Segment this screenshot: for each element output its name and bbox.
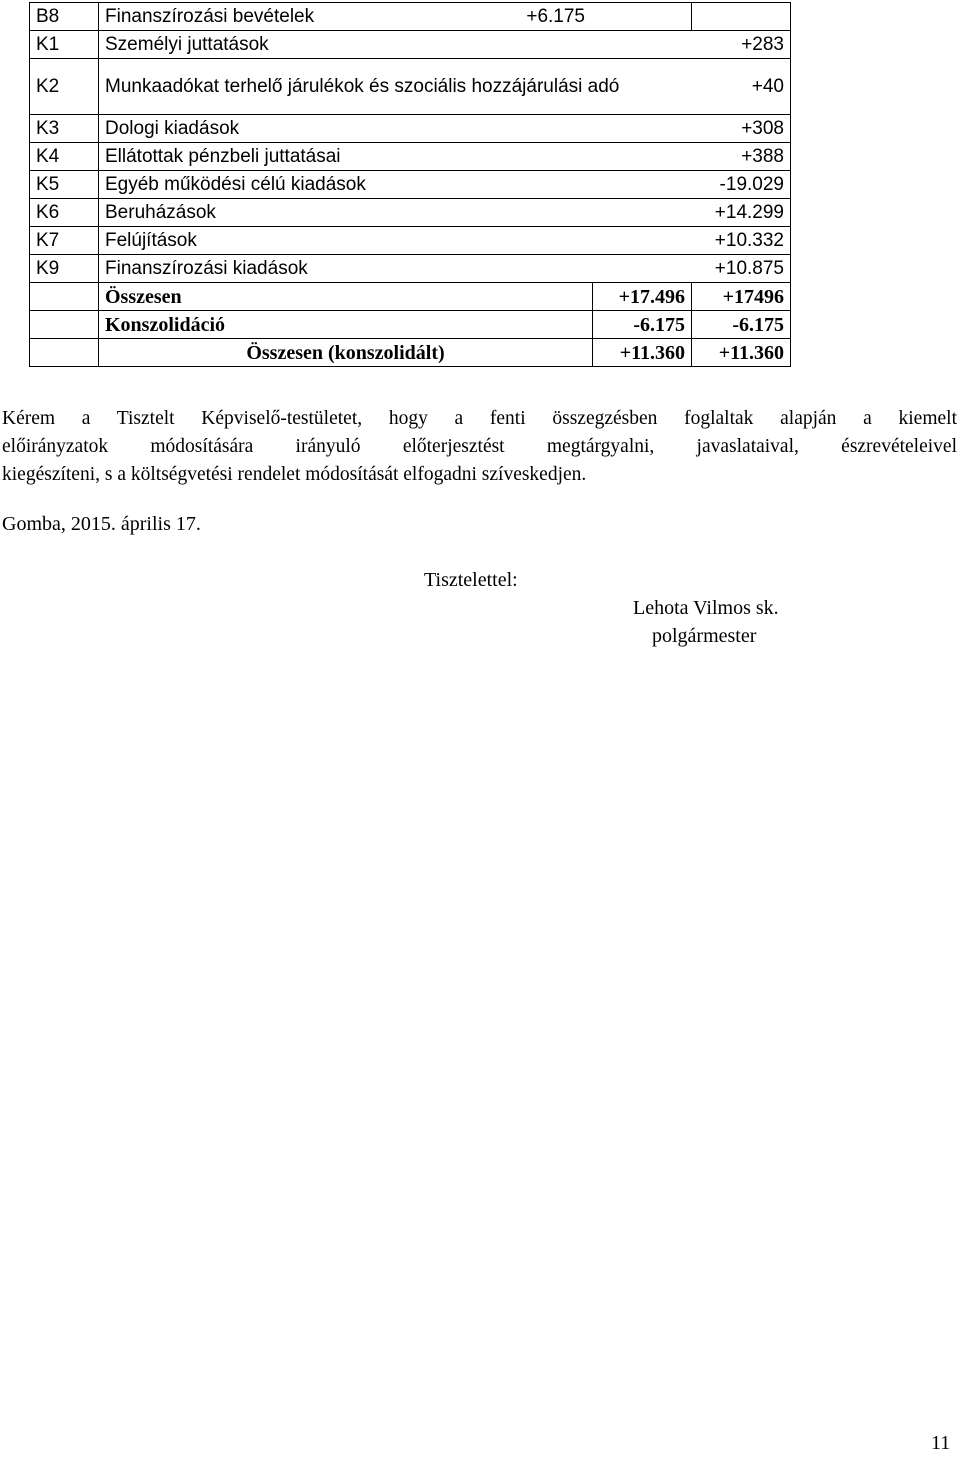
empty-cell — [30, 283, 99, 311]
row-amount: +308 — [741, 117, 784, 139]
row-amount: +14.299 — [714, 201, 784, 223]
row-code: K6 — [30, 199, 99, 227]
row-name-text: Beruházások — [105, 201, 216, 223]
row-name — [99, 143, 791, 171]
row-name-text: Egyéb működési célú kiadások — [105, 173, 366, 195]
row-code: K3 — [30, 115, 99, 143]
total-value-1: +11.360 — [593, 339, 692, 367]
row-name-text: Finanszírozási bevételek — [105, 5, 315, 27]
row-code: K5 — [30, 171, 99, 199]
row-code: K1 — [30, 31, 99, 59]
row-code: K9 — [30, 255, 99, 283]
date-line: Gomba, 2015. április 17. — [2, 513, 201, 535]
row-name — [99, 227, 791, 255]
paragraph-line: Kérem a Tisztelt Képviselő-testületet, hogy a fenti összegzésben foglaltak alapján a kiemelt — [2, 408, 957, 429]
row-code: K4 — [30, 143, 99, 171]
row-amount: +6.175 — [526, 5, 585, 27]
budget-table — [29, 2, 791, 367]
row-name-text: Munkaadókat terhelő járulékok és szociális hozzájárulási adó — [105, 75, 620, 97]
row-name — [99, 171, 791, 199]
row-name — [99, 59, 791, 115]
row-code: B8 — [30, 3, 99, 31]
total-row — [30, 311, 791, 339]
table-row — [30, 171, 791, 199]
total-label: Konszolidáció — [99, 311, 593, 339]
row-name-text: Finanszírozási kiadások — [105, 257, 308, 279]
empty-cell — [30, 339, 99, 367]
row-name — [99, 3, 692, 31]
total-value-2: +11.360 — [692, 339, 791, 367]
row-amount: +40 — [751, 75, 784, 97]
row-name — [99, 31, 791, 59]
row-amount: +388 — [741, 145, 784, 167]
row-name-text: Ellátottak pénzbeli juttatásai — [105, 145, 341, 167]
table-row — [30, 31, 791, 59]
total-value-1: -6.175 — [593, 311, 692, 339]
row-code: K2 — [30, 59, 99, 115]
signatory-name: Lehota Vilmos sk. — [633, 597, 779, 619]
table-row — [30, 115, 791, 143]
table-row — [30, 255, 791, 283]
row-amount: -19.029 — [719, 173, 784, 195]
signatory-title: polgármester — [652, 625, 757, 647]
total-label: Összesen — [99, 283, 593, 311]
total-value-2: -6.175 — [692, 311, 791, 339]
paragraph-line: előirányzatok módosítására irányuló előterjesztést megtárgyalni, javaslataival, észrevételeivel — [2, 436, 957, 457]
table-row — [30, 3, 791, 31]
closing: Tisztelettel: — [424, 569, 518, 591]
row-name — [99, 255, 791, 283]
table-row — [30, 227, 791, 255]
request-paragraph — [2, 405, 957, 489]
row-name-text: Dologi kiadások — [105, 117, 240, 139]
total-label: Összesen (konszolidált) — [99, 339, 593, 367]
page-number: 11 — [931, 1432, 951, 1454]
row-amount: +10.332 — [714, 229, 784, 251]
table-row — [30, 199, 791, 227]
row-name-text: Felújítások — [105, 229, 197, 251]
empty-cell — [30, 311, 99, 339]
total-row — [30, 339, 791, 367]
row-name-text: Személyi juttatások — [105, 33, 269, 55]
table-row — [30, 143, 791, 171]
paragraph-line: kiegészíteni, s a költségvetési rendelet módosítását elfogadni szíveskedjen. — [2, 464, 587, 485]
row-name — [99, 199, 791, 227]
total-value-1: +17.496 — [593, 283, 692, 311]
row-name — [99, 115, 791, 143]
empty-cell — [692, 3, 791, 31]
row-amount: +10.875 — [714, 257, 784, 279]
row-amount: +283 — [741, 33, 784, 55]
total-value-2: +17496 — [692, 283, 791, 311]
table-row — [30, 59, 791, 115]
row-code: K7 — [30, 227, 99, 255]
total-row — [30, 283, 791, 311]
